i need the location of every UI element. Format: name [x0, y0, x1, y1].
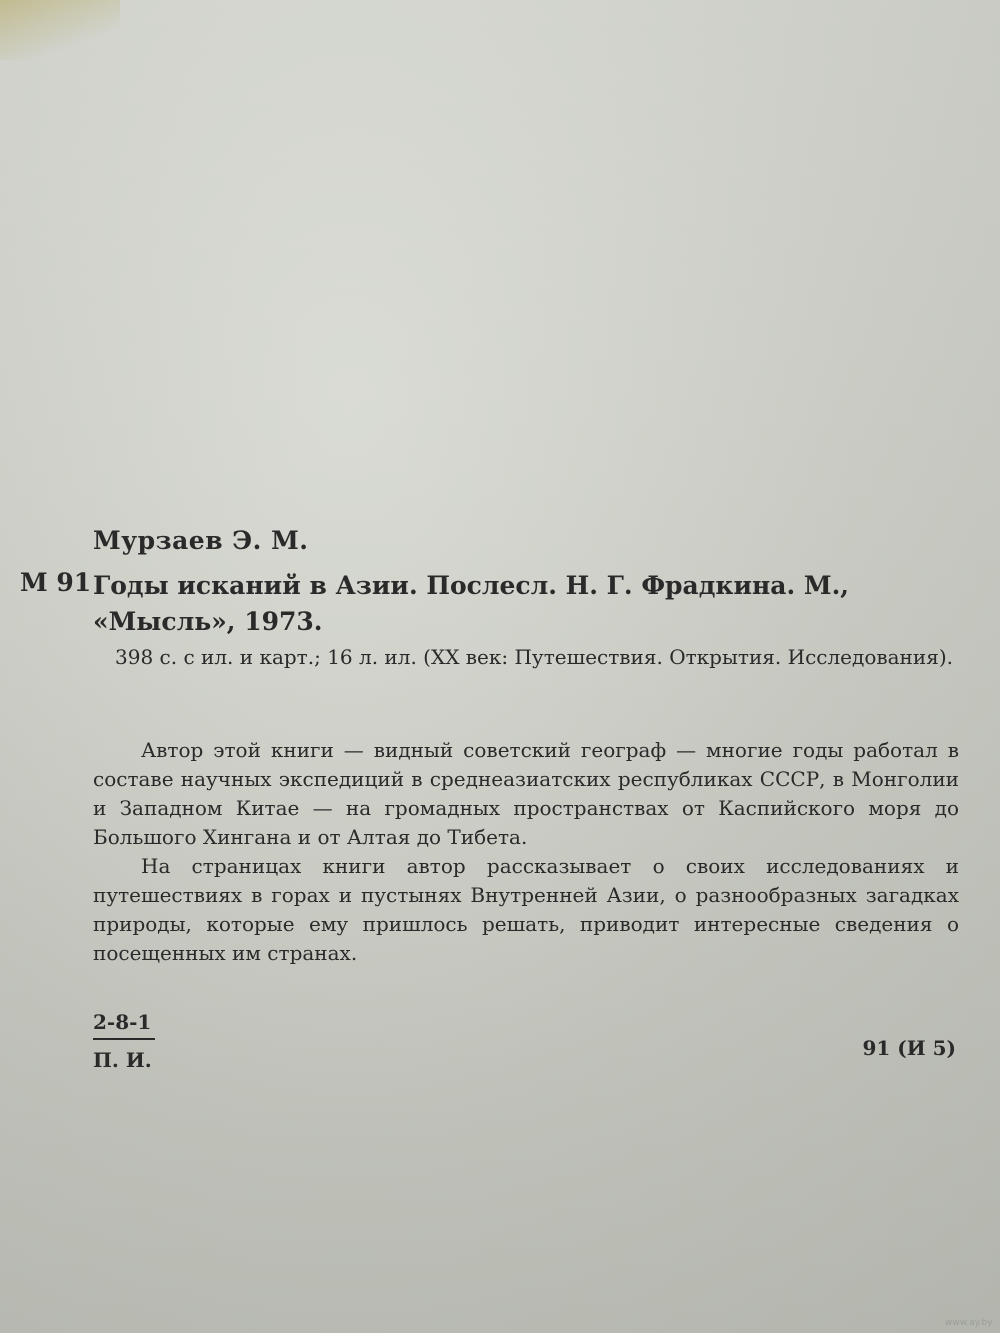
book-title-line: Годы исканий в Азии. Послесл. Н. Г. Фрадкина. М., «Мысль», 1973.	[93, 571, 849, 636]
author-heading: Мурзаев Э. М.	[93, 526, 309, 555]
abstract-block	[93, 736, 959, 968]
collation-text: 398 с. с ил. и карт.; 16 л. ил. (XX век: Путешествия. Открытия. Исследования).	[115, 645, 953, 669]
classification-code-denominator: П. И.	[93, 1048, 152, 1072]
site-watermark: www.ay.by	[945, 1318, 993, 1328]
abstract-paragraph-2: На страницах книги автор рассказывает о своих исследованиях и путешествиях в горах и пустынях Внутренней Азии, о разнообразных загадках природы, которые ему пришлось решать, приводит интересные сведения о посещенных им странах.	[93, 854, 959, 965]
abstract-paragraph-1: Автор этой книги — видный советский географ — многие годы работал в составе научных экспедиций в среднеазиатских республиках СССР, в Монголии и Западном Китае — на громадных пространствах от Каспийского моря до Большого Хингана и от Алтая до Тибета.	[93, 738, 959, 849]
classification-code-numerator: 2-8-1	[93, 1010, 155, 1040]
page-edge-shadow	[0, 0, 120, 60]
catalog-index: М 91	[20, 568, 92, 597]
bbk-code: 91 (И 5)	[862, 1036, 956, 1060]
